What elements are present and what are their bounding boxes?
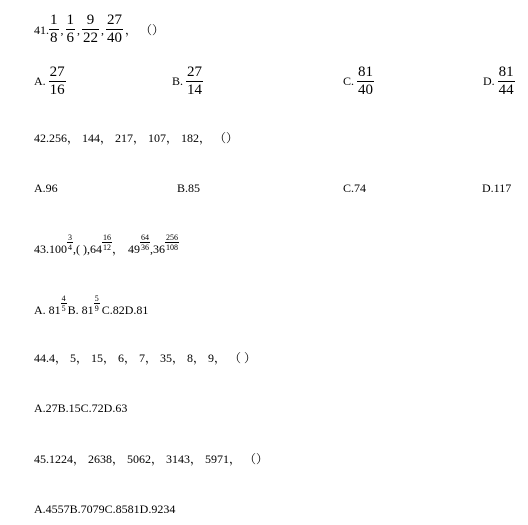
- q41-term-2: $\frac{1}{6}$: [66, 12, 74, 46]
- q43-options: A. 81 $\frac{4}{5}$ B. 81 $\frac{5}{9}$ C.82D.81: [34, 294, 149, 317]
- q41-option-c: C. $\frac{81}{40}$: [343, 64, 374, 98]
- q42-option-c: C.74: [343, 181, 367, 195]
- q42-stem: 42.256， 144， 217， 107， 182， （）: [34, 131, 239, 145]
- q41-term-1: $\frac{1}{8}$: [50, 12, 58, 46]
- q41-term-4: $\frac{27}{40}$: [107, 12, 122, 46]
- q41-option-a: A. $\frac{27}{16}$: [34, 64, 65, 98]
- q45-options: A.4557B.7079C.8581D.9234: [34, 502, 176, 516]
- q41-option-d: D. $\frac{81}{44}$: [483, 64, 514, 98]
- q41-number: 41.: [34, 22, 49, 37]
- q44-options: A.27B.15C.72D.63: [34, 401, 128, 415]
- q41-term-3: $\frac{9}{22}$: [83, 12, 98, 46]
- q42-option-a: A.96: [34, 181, 58, 195]
- q41-stem: 41. $\frac{1}{8}$ , $\frac{1}{6}$ , $\frac{9}{22}$ , $\frac{27}{40}$ ， （）: [34, 12, 165, 46]
- q41-blank: ， （）: [125, 22, 165, 37]
- q41-option-b: B. $\frac{27}{14}$: [172, 64, 203, 98]
- q44-stem: 44.4， 5， 15， 6， 7， 35， 8， 9， （ ）: [34, 351, 257, 365]
- q42-option-d: D.117: [482, 181, 512, 195]
- q42-option-b: B.85: [177, 181, 201, 195]
- q45-stem: 45.1224， 2638， 5062， 3143， 5971， （）: [34, 452, 269, 466]
- q43-blank: ,( ),: [73, 242, 90, 256]
- q43-stem: 43.100 $\frac{3}{4}$ ,( ),64 $\frac{16}{12}$ ， 49 $\frac{64}{36}$ ,36 $\frac{256}{108}$: [34, 233, 179, 256]
